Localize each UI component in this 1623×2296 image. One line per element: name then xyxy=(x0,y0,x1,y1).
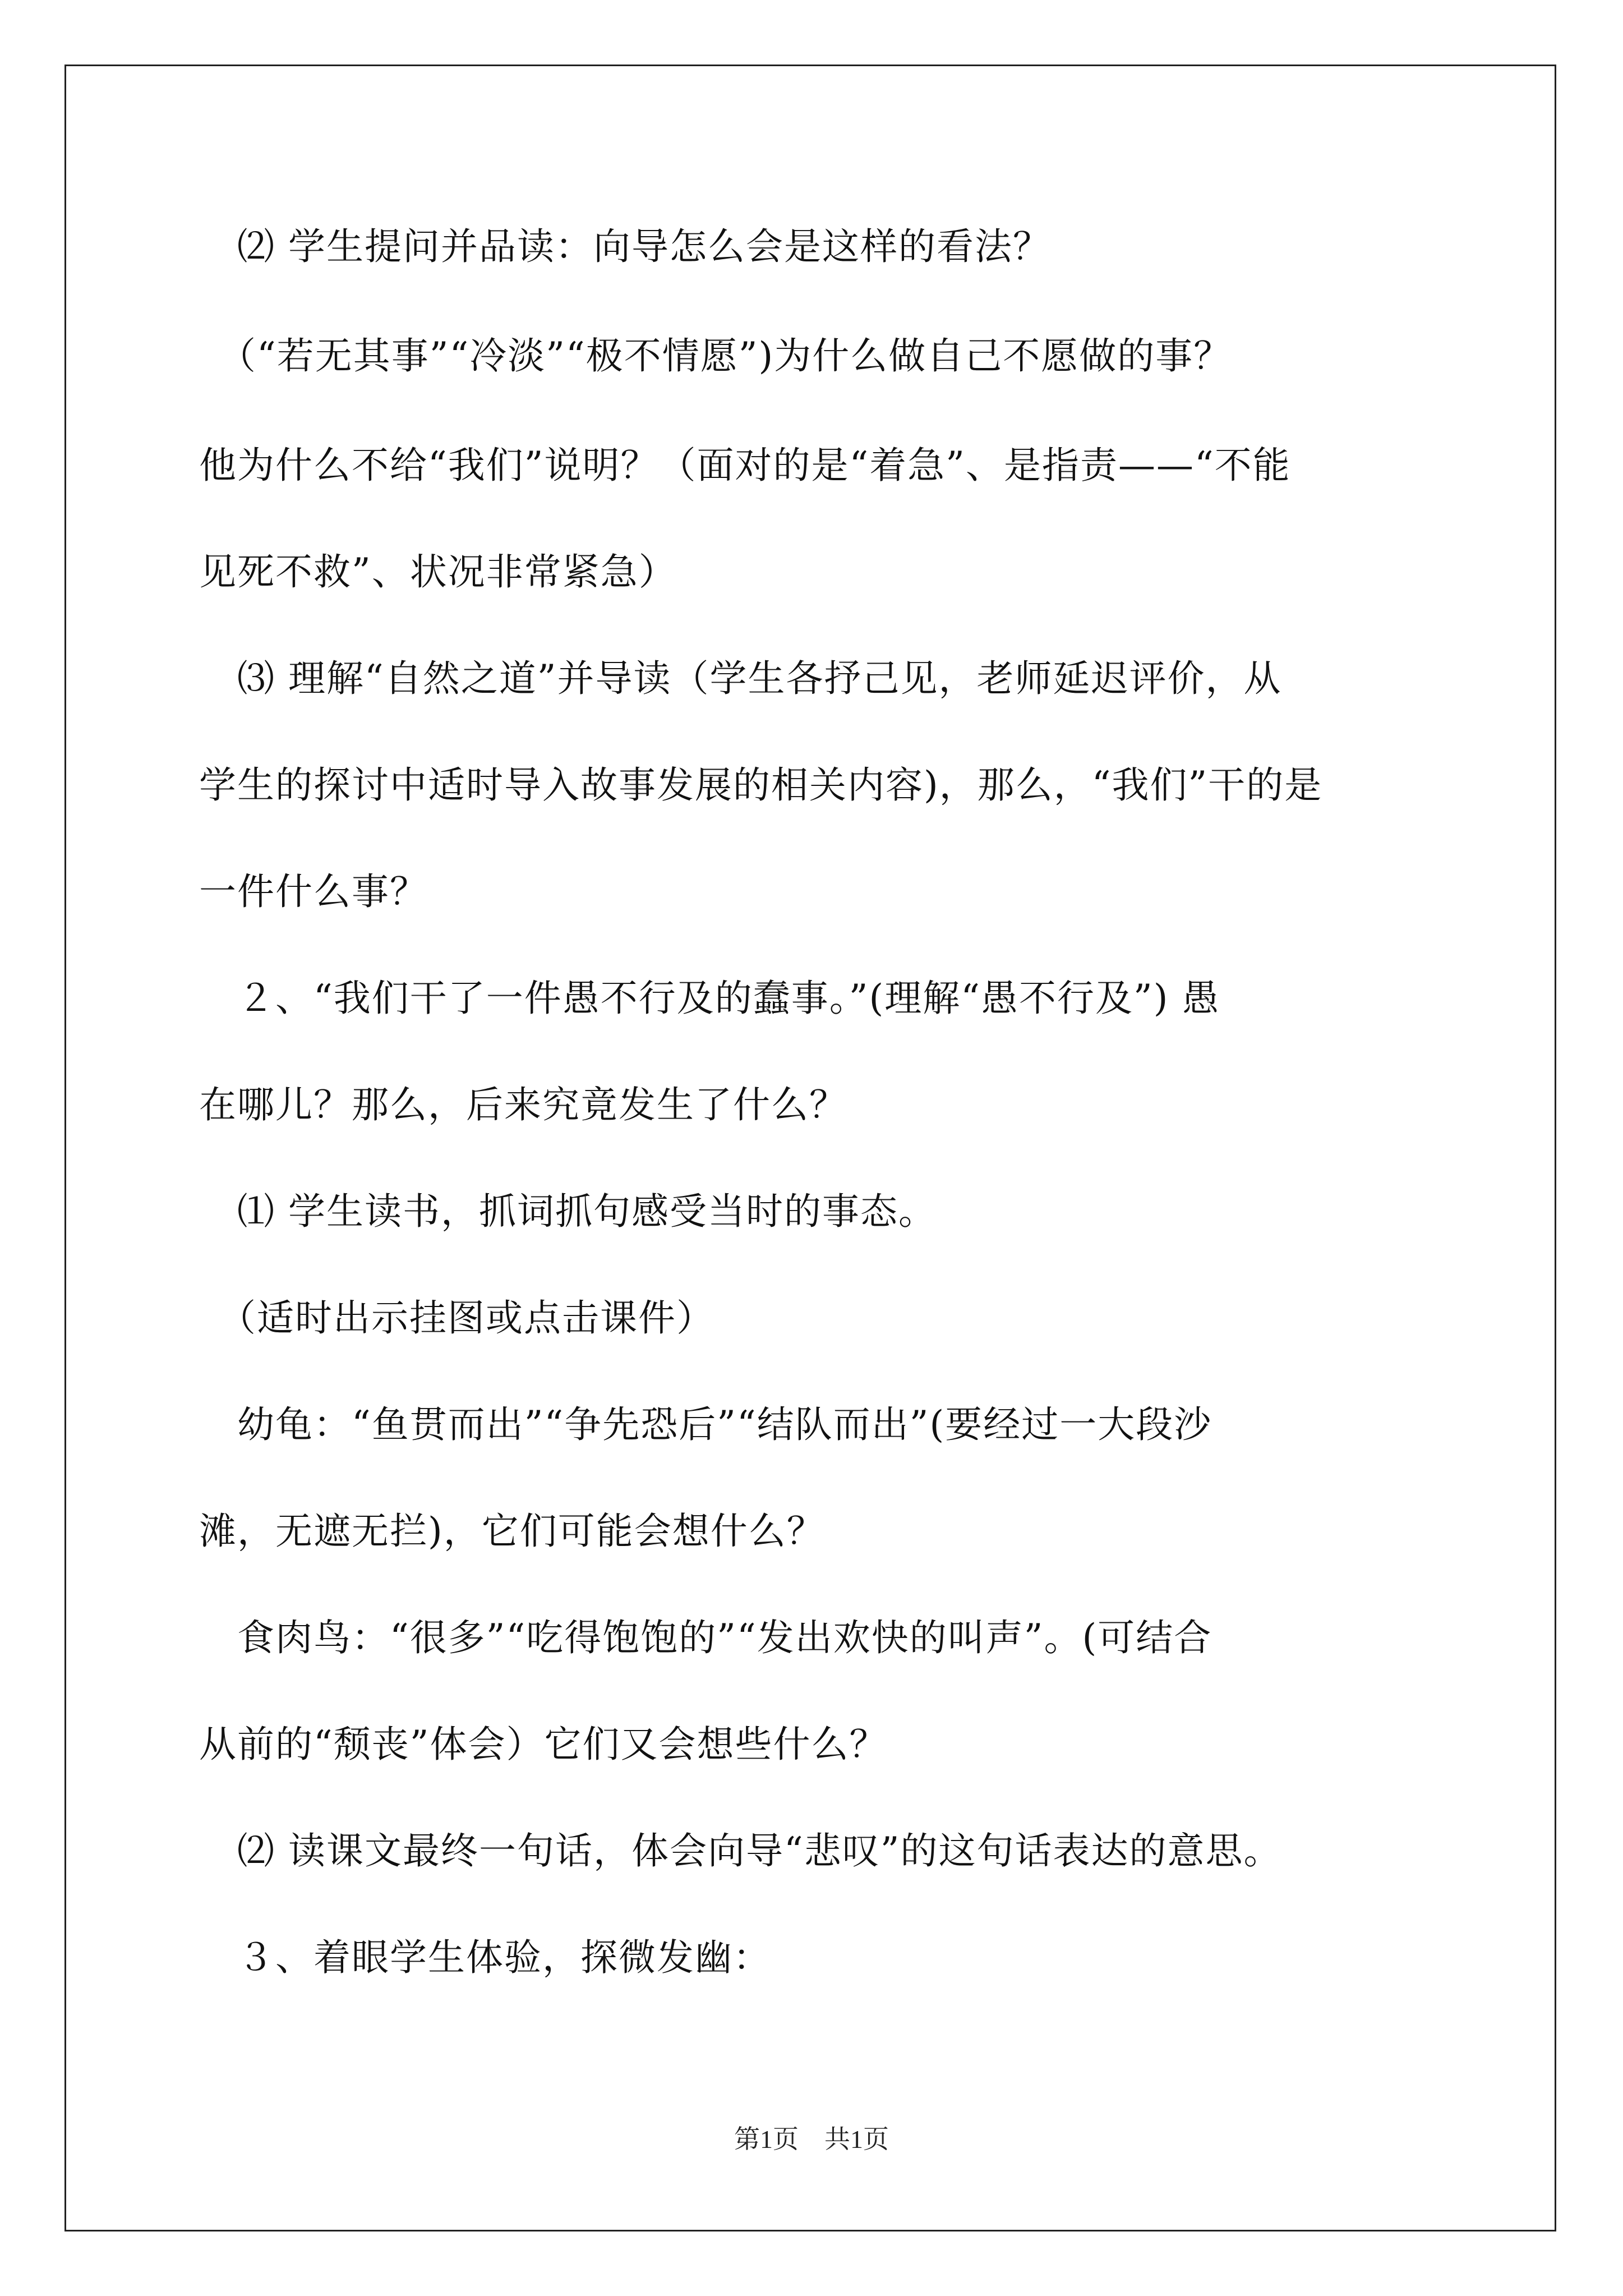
text-line: 食肉鸟：“很多”“吃得饱饱的”“发出欢快的叫声”。(可结合 xyxy=(199,1616,1212,1659)
page-frame xyxy=(64,65,1556,2231)
page-footer: 第1页 共1页 xyxy=(734,2125,889,2154)
text-line: ２、“我们干了一件愚不行及的蠢事。”(理解“愚不行及”) 愚 xyxy=(199,977,1220,1020)
text-line: 从前的“颓丧”体会）它们又会想些什么？ xyxy=(199,1723,888,1766)
text-line: 幼龟：“鱼贯而出”“争先恐后”“结队而出”(要经过一大段沙 xyxy=(199,1403,1212,1446)
text-line: 滩，无遮无拦)，它们可能会想什么？ xyxy=(199,1510,825,1553)
text-line: 见死不救”、状况非常紧急） xyxy=(199,550,677,593)
text-line: （“若无其事”“冷淡”“极不情愿”)为什么做自己不愿做的事？ xyxy=(199,334,1232,378)
text-line: ⑴ 学生读书，抓词抓句感受当时的事态。 xyxy=(199,1190,937,1233)
text-line: （适时出示挂图或点击课件） xyxy=(199,1296,714,1340)
text-line: 学生的探讨中适时导入故事发展的相关内容)，那么，“我们”干的是 xyxy=(199,763,1323,807)
text-line: ⑶ 理解“自然之道”并导读（学生各抒己见，老师延迟评价，从 xyxy=(199,657,1282,700)
text-line: 一件什么事？ xyxy=(199,870,428,913)
text-line: ⑵ 学生提问并品读：向导怎么会是这样的看法？ xyxy=(199,225,1051,268)
text-line: ⑵ 读课文最终一句话，体会向导“悲叹”的这句话表达的意思。 xyxy=(199,1829,1282,1872)
text-line: ３、着眼学生体验，探微发幽： xyxy=(199,1936,771,1979)
text-line: 他为什么不给“我们”说明？（面对的是“着急”、是指责——“不能 xyxy=(199,444,1291,487)
text-line: 在哪儿？那么，后来究竟发生了什么？ xyxy=(199,1083,847,1126)
